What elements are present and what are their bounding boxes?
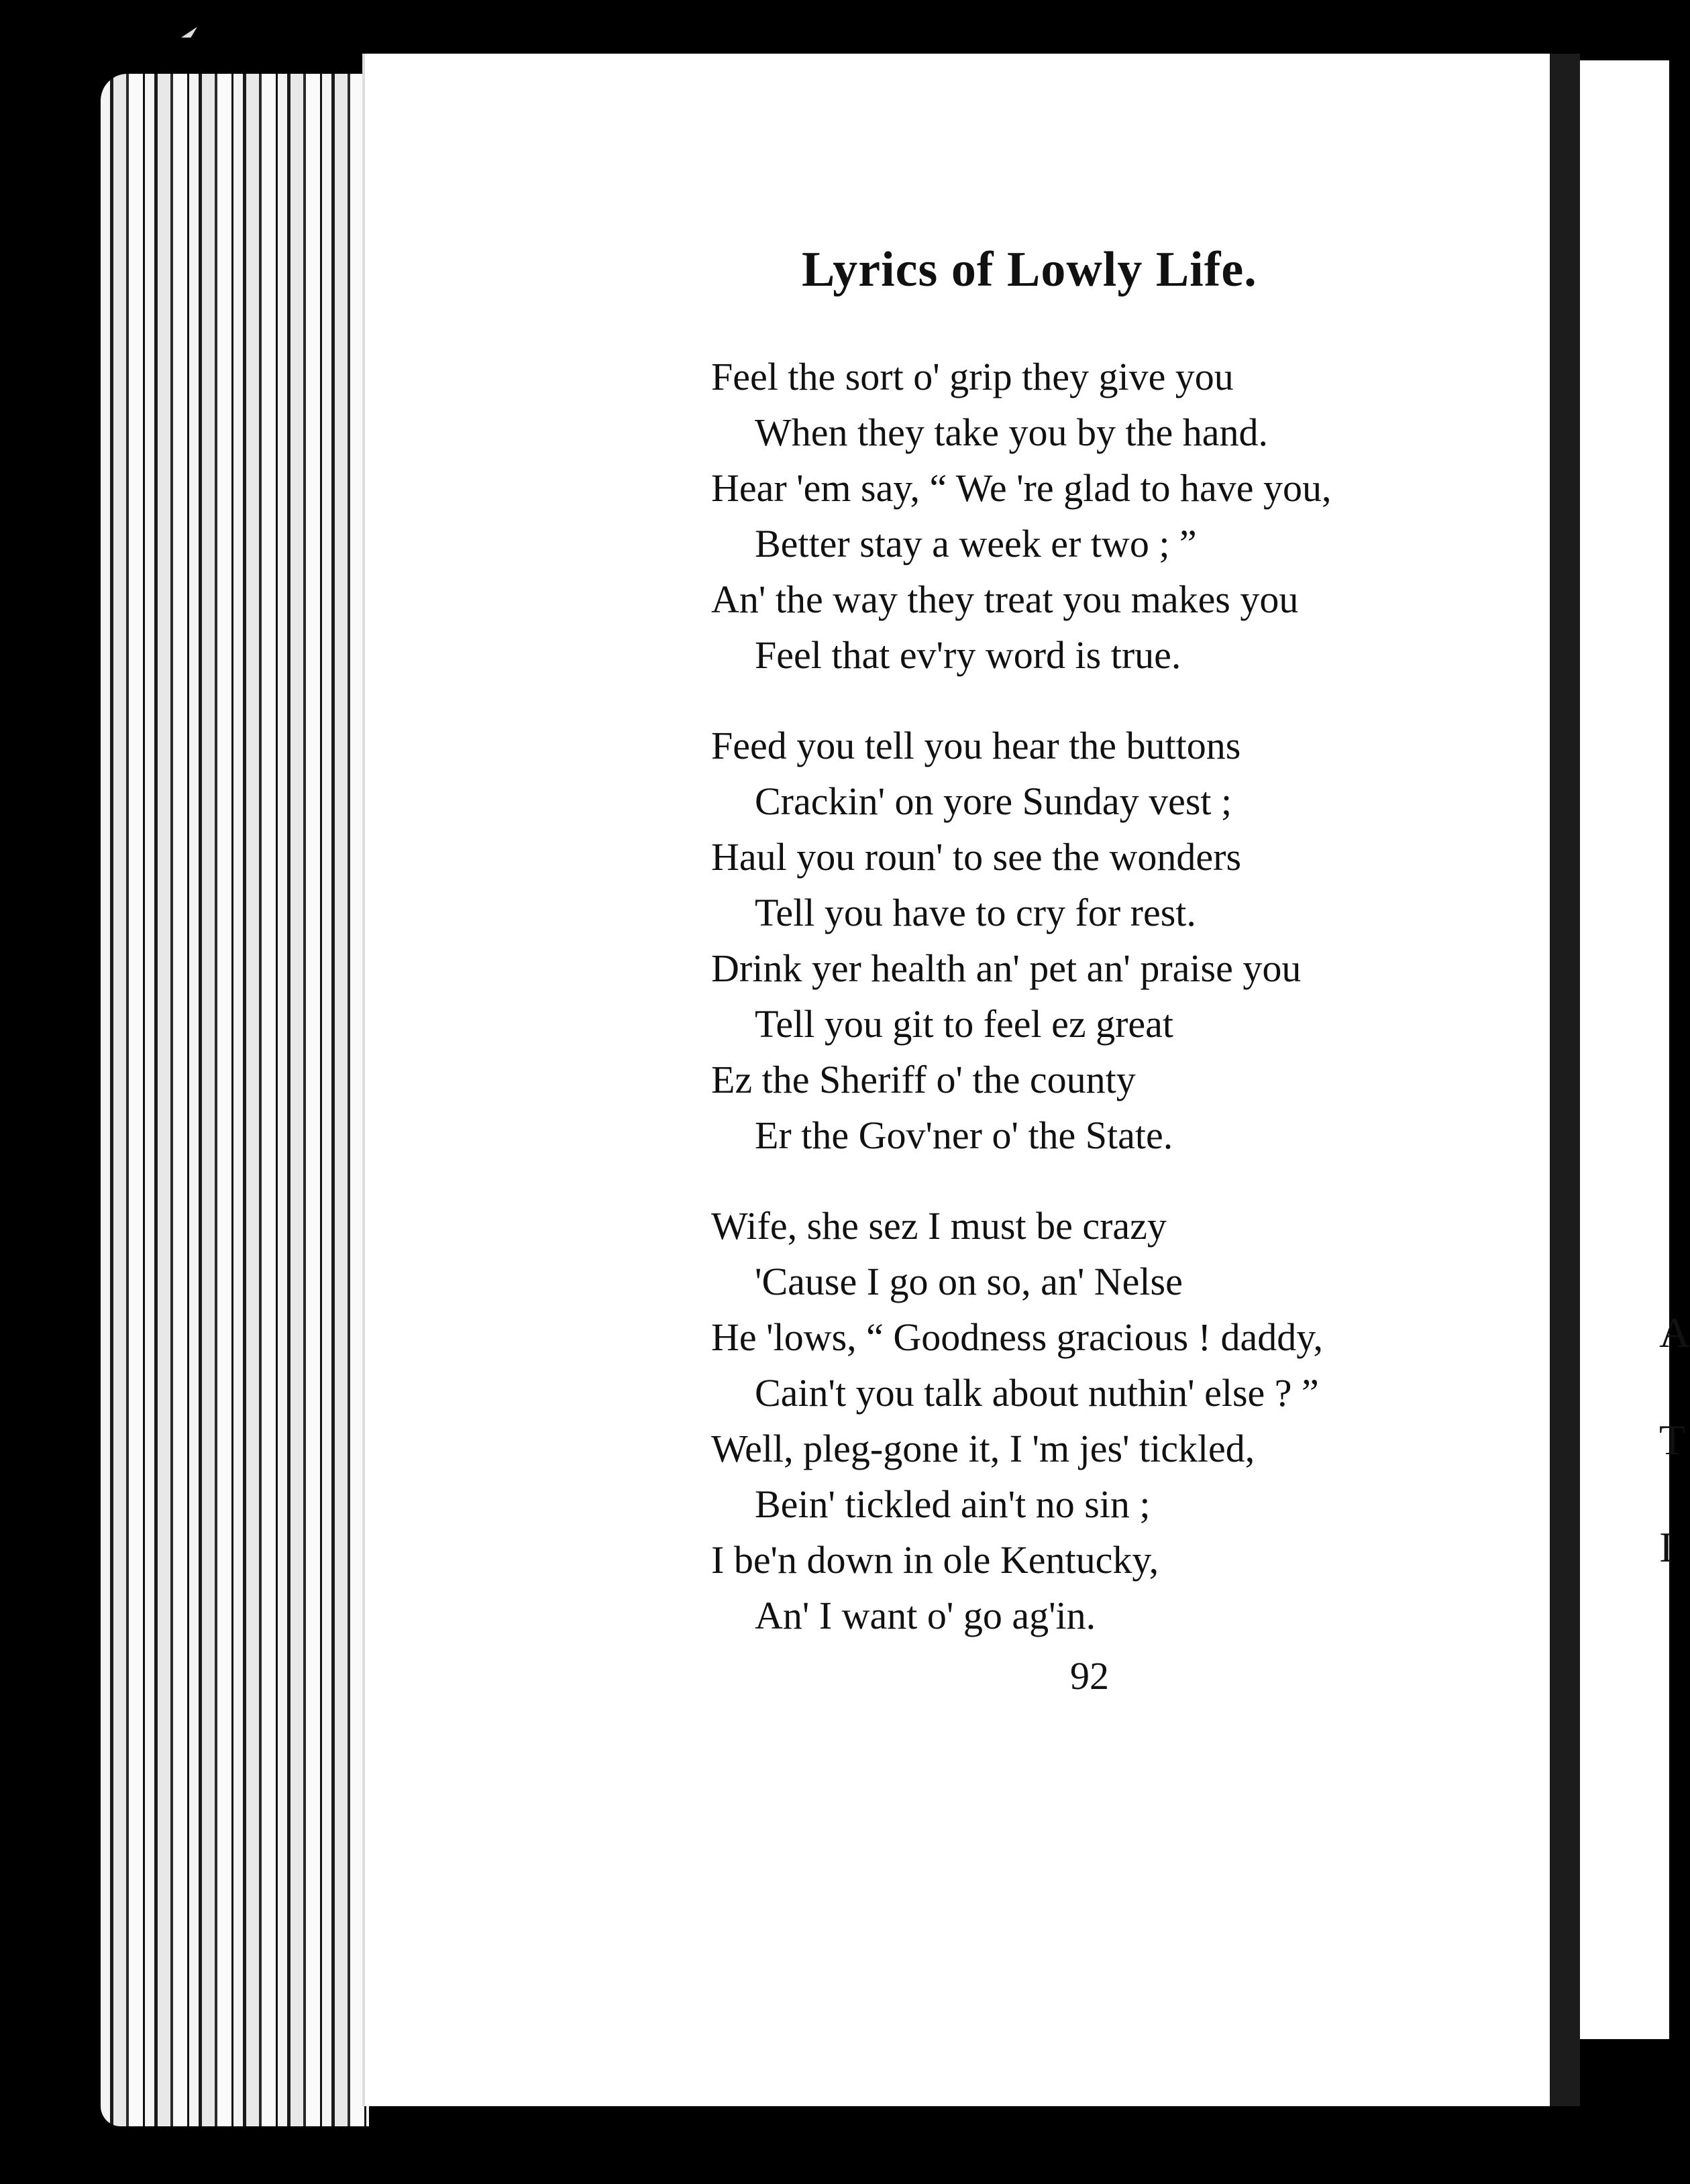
poem-line: An' the way they treat you makes you bbox=[711, 578, 1299, 621]
poem-line: Hear 'em say, “ We 're glad to have you, bbox=[711, 466, 1332, 510]
poem-line: Tell you have to cry for rest. bbox=[755, 891, 1196, 934]
adjacent-glyph: T bbox=[1659, 1416, 1686, 1464]
page-number: 92 bbox=[1070, 1654, 1109, 1698]
poem-line: Feel that ev'ry word is true. bbox=[755, 633, 1181, 677]
poem-line: When they take you by the hand. bbox=[755, 411, 1269, 454]
poem-line: Tell you git to feel ez great bbox=[755, 1002, 1174, 1046]
poem-line: Feed you tell you hear the buttons bbox=[711, 724, 1241, 767]
poem-line: Better stay a week er two ; ” bbox=[755, 522, 1197, 565]
poem-line: Ez the Sheriff o' the county bbox=[711, 1058, 1136, 1101]
stanza bbox=[711, 349, 1332, 683]
poem-line: Feel the sort o' grip they give you bbox=[711, 355, 1234, 398]
poem-line: Er the Gov'ner o' the State. bbox=[755, 1113, 1173, 1157]
adjacent-glyph: I bbox=[1659, 1523, 1674, 1571]
poem-line: Bein' tickled ain't no sin ; bbox=[755, 1482, 1151, 1526]
adjacent-page-fragment bbox=[1580, 60, 1690, 2039]
gutter-shadow bbox=[1550, 54, 1580, 2106]
poem-line: He 'lows, “ Goodness gracious ! daddy, bbox=[711, 1315, 1323, 1359]
adjacent-glyph: A bbox=[1659, 1309, 1690, 1356]
poem-line: Crackin' on yore Sunday vest ; bbox=[755, 779, 1232, 823]
poem-line: Wife, she sez I must be crazy bbox=[711, 1204, 1167, 1248]
poem-line: Drink yer health an' pet an' praise you bbox=[711, 946, 1302, 990]
poem-line: Well, pleg-gone it, I 'm jes' tickled, bbox=[711, 1427, 1255, 1470]
poem-line: I be'n down in ole Kentucky, bbox=[711, 1538, 1159, 1582]
poem-line: Cain't you talk about nuthin' else ? ” bbox=[755, 1371, 1319, 1415]
poem-line: An' I want o' go ag'in. bbox=[755, 1594, 1096, 1637]
corner-mark bbox=[181, 27, 197, 38]
poem-line: 'Cause I go on so, an' Nelse bbox=[755, 1260, 1183, 1303]
page-edges bbox=[101, 74, 369, 2126]
running-title: Lyrics of Lowly Life. bbox=[802, 242, 1257, 297]
stanza bbox=[711, 1198, 1332, 1643]
poem-body bbox=[711, 349, 1332, 1678]
poem-line: Haul you roun' to see the wonders bbox=[711, 835, 1242, 879]
stanza bbox=[711, 718, 1332, 1163]
